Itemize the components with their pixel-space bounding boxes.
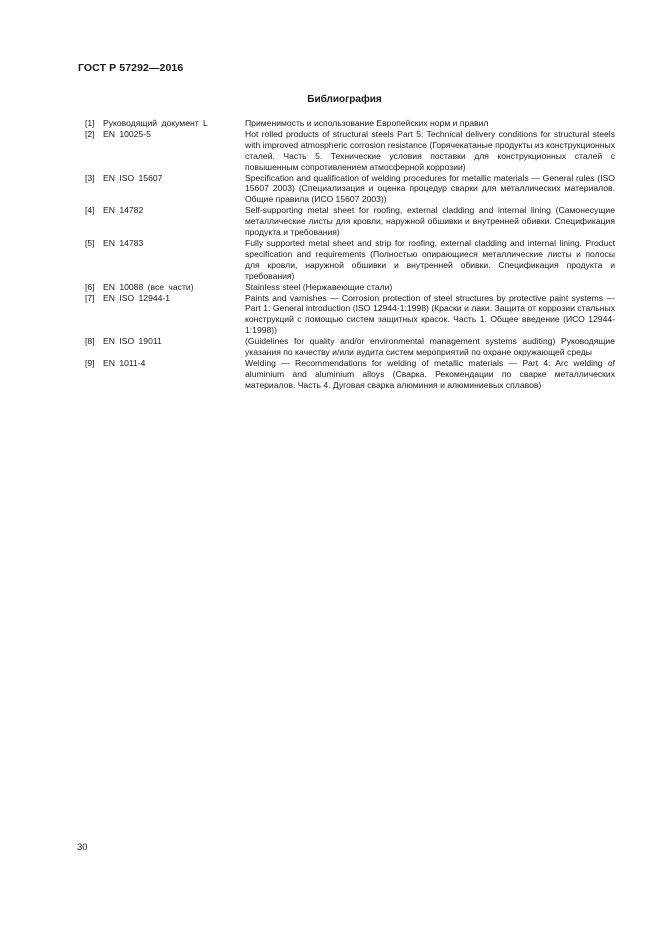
entry-number: [8] <box>85 336 95 347</box>
bibliography-entry-3 <box>85 173 615 206</box>
bibliography-entry-4 <box>85 205 615 238</box>
section-title <box>0 94 661 105</box>
document-header <box>78 62 183 74</box>
entry-reference: Руководящий документ L <box>103 118 208 128</box>
bibliography-entry-9 <box>85 358 615 391</box>
entry-reference: EN ISO 15607 <box>103 172 163 183</box>
bibliography-entry-1 <box>85 118 615 129</box>
entry-reference: EN 10088 (все части) <box>103 281 194 292</box>
entry-reference: EN ISO 19011 <box>103 336 162 347</box>
entry-number: [1] <box>85 118 95 128</box>
entry-number: [2] <box>85 128 95 139</box>
entry-description: Stainless steel (Нержавеющие стали) <box>245 281 393 292</box>
bibliography-list <box>85 118 615 391</box>
entry-description: (Guidelines for quality and/or environmental management systems auditing) Руководящие указания по качеству и/или аудита систем мероприятий по охране окружающей среды <box>245 336 615 358</box>
entry-number: [3] <box>85 172 95 183</box>
entry-number: [5] <box>85 237 95 248</box>
entry-description: Fully supported metal sheet and strip for roofing, external cladding and internal lining. Product specification and requirements (Полностью опирающиеся металлические листы и полосы для кровли, наружной обшивки и внутренней обивки. Спецификация продукта и требования) <box>245 237 615 281</box>
entry-description: Self-supporting metal sheet for roofing, external cladding and internal lining (Самонесущие металлические листы для кровли, наружной обшивки и внутренней обивки. Спецификация продукта и требования) <box>245 205 615 238</box>
entry-description: Welding — Recommendations for welding of metallic materials — Part 4: Arc welding of aluminium and aluminium alloys (Сварка. Рекомендации по сварке металлических материалов. Часть 4. Дуговая сварка алюминия и алюминиевых сплавов) <box>245 357 615 390</box>
entry-number: [7] <box>85 292 95 303</box>
entry-description: Hot rolled products of structural steels Part 5: Technical delivery conditions for structural steels with improved atmospheric corrosion resistance (Горячекатаные продукты из конструкционных сталей. Часть 5. Технические условия поставки для конструкционных сталей с повышенным сопротивлением атмосферной коррозии) <box>245 128 615 172</box>
bibliography-entry-7 <box>85 293 615 337</box>
page-number: 30 <box>77 842 88 853</box>
entry-description: Применимость и использование Европейских норм и правил <box>245 118 489 128</box>
bibliography-entry-5 <box>85 238 615 282</box>
section-title-text: Библиография <box>307 94 382 105</box>
entry-reference: EN 14783 <box>103 237 144 248</box>
bibliography-entry-8 <box>85 336 615 358</box>
entry-number: [4] <box>85 205 95 216</box>
entry-description: Specification and qualification of welding procedures for metallic materials — General rules (ISO 15607 2003) (Специализация и оценка процедур сварки для металлических материалов. Общие правила (ИСО 15607 2003)) <box>245 172 615 205</box>
entry-reference: EN ISO 12944-1 <box>103 292 171 303</box>
entry-reference: EN 1011-4 <box>103 357 146 368</box>
entry-number: [9] <box>85 357 95 368</box>
standard-number: ГОСТ Р 57292—2016 <box>78 62 184 74</box>
bibliography-entry-6 <box>85 282 615 293</box>
entry-reference: EN 14782 <box>103 205 144 216</box>
entry-reference: EN 10025-5 <box>103 128 151 139</box>
entry-number: [6] <box>85 281 95 292</box>
entry-description: Paints and varnishes — Corrosion protection of steel structures by protective paint systems — Part 1: General introduction (ISO 12944-1:1998) (Краски и лаки. Защита от коррозии стальных конструкций с помощью систем защитных красок. Часть 1. Общее введение (ИСО 12944-1:1998)) <box>245 292 615 336</box>
bibliography-entry-2 <box>85 129 615 173</box>
